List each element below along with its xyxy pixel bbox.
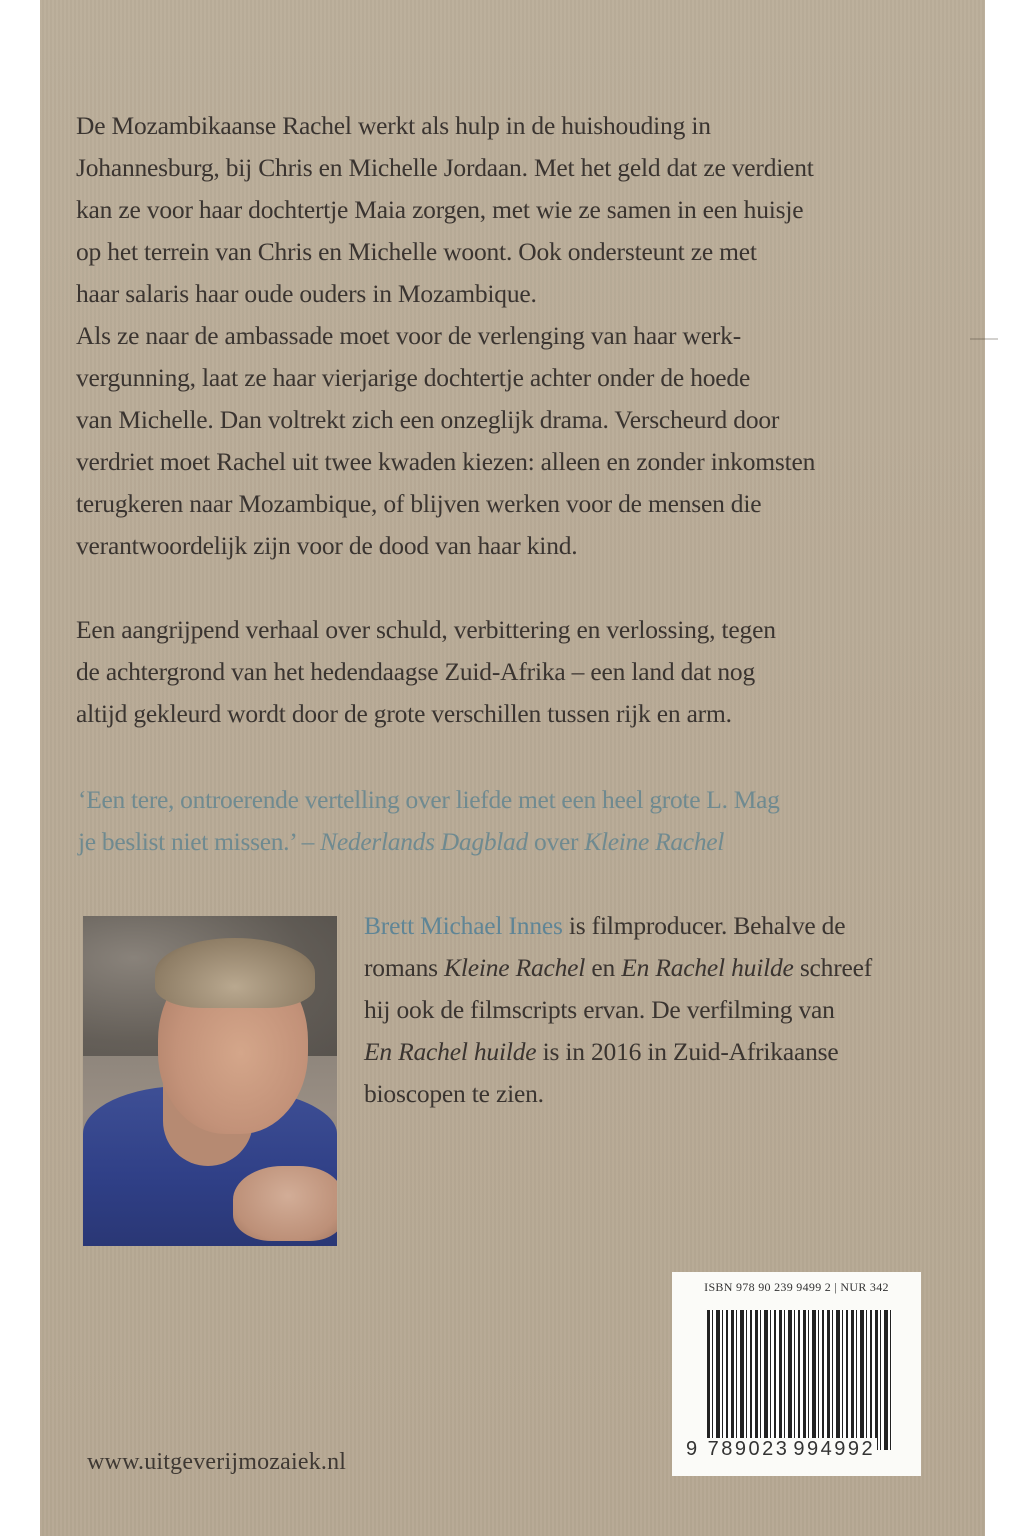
author-bio [364, 905, 964, 1115]
barcode-digit-group: 789023 [707, 1438, 790, 1460]
bio-line [364, 1031, 964, 1073]
barcode-digits [686, 1438, 911, 1461]
cover-crease-mark [970, 338, 998, 340]
text-line: van Michelle. Dan voltrekt zich een onzeglijk drama. Verscheurd door [76, 405, 780, 434]
book-title: En Rachel huilde [364, 1037, 537, 1066]
author-photo [83, 916, 337, 1246]
photo-hands [233, 1166, 337, 1241]
photo-hair [155, 938, 315, 1008]
bio-text: en [585, 953, 622, 982]
quote-book-title: Kleine Rachel [584, 827, 725, 856]
text-line: haar salaris haar oude ouders in Mozambique. [76, 279, 537, 308]
summary-paragraph-1 [76, 105, 946, 315]
bio-line [364, 905, 964, 947]
bio-line: hij ook de filmscripts ervan. De verfilming van [364, 995, 835, 1024]
quote-text: je beslist niet missen.’ – [78, 827, 321, 856]
bio-text: is in 2016 in Zuid-Afrikaanse [536, 1037, 839, 1066]
quote-line [78, 821, 948, 863]
bio-line [364, 947, 964, 989]
bio-text: is filmproducer. Behalve de [562, 911, 846, 940]
text-line: Een aangrijpend verhaal over schuld, verbittering en verlossing, tegen [76, 615, 776, 644]
barcode-panel [672, 1272, 921, 1476]
text-line: vergunning, laat ze haar vierjarige dochtertje achter onder de hoede [76, 363, 751, 392]
barcode-lead-digit: 9 [686, 1438, 700, 1460]
text-line: de achtergrond van het hedendaagse Zuid-Afrika – een land dat nog [76, 657, 756, 686]
barcode-bars [707, 1310, 892, 1450]
tagline-paragraph [76, 609, 946, 735]
quote-line: ‘Een tere, ontroerende vertelling over liefde met een heel grote L. Mag [78, 785, 780, 814]
text-line: De Mozambikaanse Rachel werkt als hulp in de huishouding in [76, 111, 711, 140]
summary-paragraph-2 [76, 315, 946, 567]
text-line: Johannesburg, bij Chris en Michelle Jordaan. Met het geld dat ze verdient [76, 153, 814, 182]
bio-line: bioscopen te zien. [364, 1079, 544, 1108]
review-quote [78, 779, 948, 863]
text-line: Als ze naar de ambassade moet voor de verlenging van haar werk- [76, 321, 741, 350]
text-line: altijd gekleurd wordt door de grote verschillen tussen rijk en arm. [76, 699, 732, 728]
quote-connector: over [527, 827, 585, 856]
quote-source: Nederlands Dagblad [320, 827, 528, 856]
publisher-website: www.uitgeverijmozaiek.nl [87, 1449, 347, 1475]
book-title: Kleine Rachel [444, 953, 586, 982]
text-line: verantwoordelijk zijn voor de dood van haar kind. [76, 531, 578, 560]
text-line: verdriet moet Rachel uit twee kwaden kiezen: alleen en zonder inkomsten [76, 447, 816, 476]
text-line: terugkeren naar Mozambique, of blijven werken voor de mensen die [76, 489, 762, 518]
barcode-digit-group: 994992 [793, 1438, 876, 1460]
text-line: op het terrein van Chris en Michelle woont. Ook ondersteunt ze met [76, 237, 757, 266]
bio-text: romans [364, 953, 445, 982]
book-title: En Rachel huilde [621, 953, 794, 982]
bio-text: schreef [793, 953, 873, 982]
isbn-label: ISBN 978 90 239 9499 2 | NUR 342 [704, 1280, 889, 1294]
author-name: Brett Michael Innes [364, 911, 563, 940]
text-line: kan ze voor haar dochtertje Maia zorgen, met wie ze samen in een huisje [76, 195, 804, 224]
